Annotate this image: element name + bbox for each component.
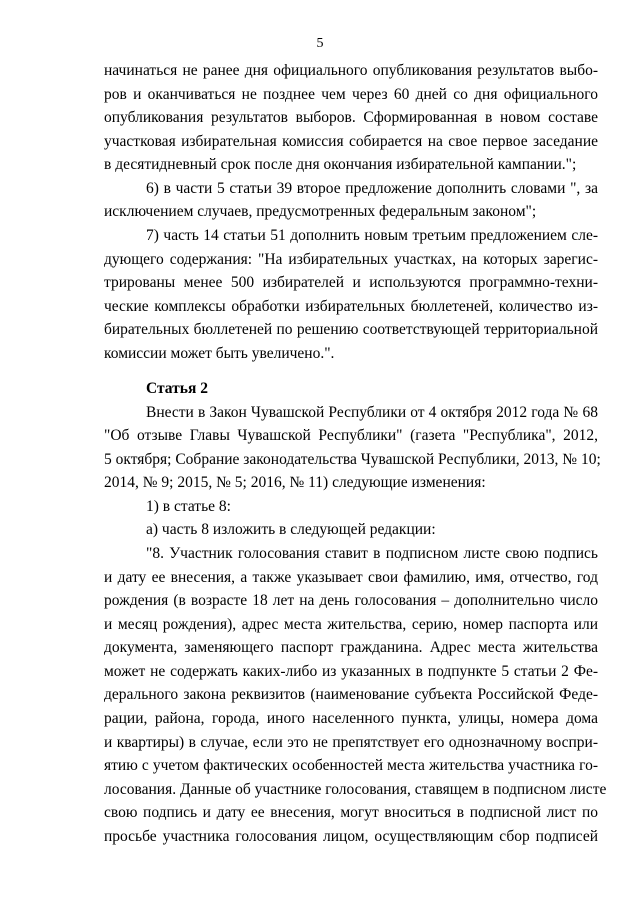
text-line: исключением случаев, предусмотренных федеральным законом"; bbox=[104, 203, 537, 220]
text-line: Внести в Закон Чувашской Республики от 4 октября 2012 года № 68 bbox=[146, 404, 598, 421]
text-line: рации, района, города, иного населенного пункта, улицы, номера дома bbox=[104, 710, 598, 727]
text-line: дующего содержания: "На избирательных участках, на которых зарегис- bbox=[104, 251, 598, 268]
text-line: "8. Участник голосования ставит в подписном листе свою подпись bbox=[146, 545, 598, 562]
text-line: 6) в части 5 статьи 39 второе предложение дополнить словами ", за bbox=[146, 180, 598, 197]
text-line: ятию с учетом фактических особенностей места жительства участника го- bbox=[104, 757, 598, 774]
text-line: лосования. Данные об участнике голосования, ставящем в подписном листе bbox=[104, 781, 607, 798]
text-line: может не содержать каких-либо из указанных в подпункте 5 статьи 2 Фе- bbox=[104, 663, 598, 680]
text-line: опубликования результатов выборов. Сформированная в новом составе bbox=[104, 109, 598, 126]
text-line: просьбе участника голосования лицом, осуществляющим сбор подписей bbox=[104, 828, 598, 845]
text-line: начинаться не ранее дня официального опубликования результатов выбо- bbox=[104, 62, 598, 79]
text-line: и дату ее внесения, а также указывает свои фамилию, имя, отчество, год bbox=[104, 569, 598, 586]
text-line: трированы менее 500 избирателей и используются программно-техни- bbox=[104, 274, 598, 291]
text-line: бирательных бюллетеней по решению соответствующей территориальной bbox=[104, 321, 598, 338]
page-number: 5 bbox=[316, 36, 324, 51]
text-line: дерального закона реквизитов (наименование субъекта Российской Феде- bbox=[104, 686, 598, 703]
text-line: "Об отзыве Главы Чувашской Республики" (газета "Республика", 2012, bbox=[104, 427, 598, 444]
text-line: комиссии может быть увеличено.". bbox=[104, 345, 335, 362]
text-line: в десятидневный срок после дня окончания избирательной кампании."; bbox=[104, 156, 577, 173]
text-line: 1) в статье 8: bbox=[146, 498, 231, 515]
text-line: и месяц рождения), адрес места жительства, серию, номер паспорта или bbox=[104, 616, 598, 633]
text-line: и квартиры) в случае, если это не препятствует его однозначному воспри- bbox=[104, 734, 598, 751]
text-line: 7) часть 14 статьи 51 дополнить новым третьим предложением сле- bbox=[146, 227, 598, 244]
text-line: ров и оканчиваться не позднее чем через 60 дней со дня официального bbox=[104, 86, 598, 103]
text-line: документа, заменяющего паспорт гражданина. Адрес места жительства bbox=[104, 639, 598, 656]
text-line: рождения (в возрасте 18 лет на день голосования – дополнительно число bbox=[104, 592, 598, 609]
text-line: ческие комплексы обработки избирательных бюллетеней, количество из- bbox=[104, 298, 598, 315]
article-heading: Статья 2 bbox=[146, 380, 208, 397]
text-line: 5 октября; Собрание законодательства Чувашской Республики, 2013, № 10; bbox=[104, 451, 601, 468]
text-line: 2014, № 9; 2015, № 5; 2016, № 11) следующие изменения: bbox=[104, 474, 486, 491]
text-line: свою подпись и дату ее внесения, могут вноситься в подписной лист по bbox=[104, 804, 598, 821]
text-line: участковая избирательная комиссия собирается на свое первое заседание bbox=[104, 133, 598, 150]
text-line: а) часть 8 изложить в следующей редакции: bbox=[146, 521, 436, 538]
